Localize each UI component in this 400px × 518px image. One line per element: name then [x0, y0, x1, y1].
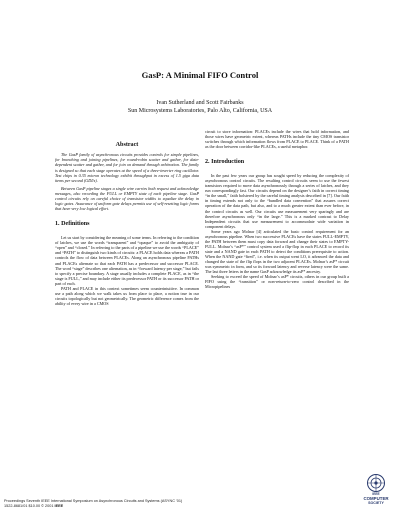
footer-copyright: 1522-8681/01 $10.00 © 2001 IEEE	[4, 503, 64, 508]
introduction-paragraph-2: Some years ago Molnar [4] articulated the basic control requirement for an asynchronous pipeline. When two successive PLACEs have the states FULL-EMPTY, the PATH between them must copy data forward and change their states to EMPTY-FULL. Molnar’s “asP*” control system used a flip-flop in each PLACE to record its state and a NAND gate in each PATH to detect the conditions prerequisite to action. When the NAND gate “fired”, i.e. when its output went LO, it advanced the data and changed the state of the flip flops in the two adjacent PLACEs. Molnar’s asP* circuit was symmetric in form, and so its forward latency and reverse latency were the same. The last three letters in the name GasP acknowledge its asP* ancestry.	[205, 228, 349, 275]
logo-text-top: IEEE	[372, 492, 380, 496]
affiliation: Sun Microsystems Laboratories, Palo Alto, California, USA	[127, 108, 273, 115]
introduction-heading: 2. Introduction	[205, 159, 245, 166]
logo-text-main: COMPUTER	[363, 496, 389, 501]
right-column	[205, 129, 349, 289]
ieee-computer-society-logo	[358, 473, 394, 513]
definitions-paragraph-2: PATH and PLACE in this context sometimes seem counterintuitive. In common use a path along which we walk takes us from place to place, a notion true in our circuits topologically but not geometrically. The geometric difference comes from the ability of every wire in a CMOS	[55, 285, 199, 306]
abstract-heading: Abstract	[115, 142, 139, 148]
introduction-paragraph-1: In the past few years our group has sought speed by reducing the complexity of asynchronous control circuits. The resulting control circuits seem to use the fewest transistors required to move data asynchronously through a series of latches, and they run correspondingly fast. Our circuits depend on the designer’s faith in correct timing “in the small,” faith bolstered by the careful timing analysis described in [7]. Our faith in timing extends not only to the “bundled data convention” that assures correct operation of the data path, but also, and to a much greater extent than ever before, in the control circuits as well. Our circuits use measurement very sparingly and are therefore asynchronous only “in the large.” This is a marked contrast to Delay Independent circuits that use measurement to accommodate wide variation in component delays.	[205, 173, 349, 229]
page-footer	[4, 499, 364, 508]
paper-title: GasP: A Minimal FIFO Control	[141, 70, 259, 80]
footer-proceedings: Proceedings Seventh IEEE International Symposium on Asynchronous Circuits and Systems (ASYNC '01)	[4, 499, 183, 503]
abstract-paragraph-1: The GasP family of asynchronous circuits provides controls for simple pipelines, for branching and joining pipelines, for round-robin scatter and gather, for data-dependent scatter and gather, and for join on demand through arbitration. The family is designed so that each stage operates at the speed of a three-inverter ring oscillator. Test chips in 0.35 micron technology exhibit throughput in excess of 1.5 giga data items per second (GDI/s).	[55, 152, 199, 183]
authors: Ivan Sutherland and Scott Fairbanks	[156, 100, 244, 106]
introduction-paragraph-3: Seeking to exceed the speed of Molnar’s asP* circuits, others in our group built a FIFO using the “transition” or non-return-to-zero control described in the Micropipelines	[205, 274, 349, 290]
left-column	[55, 142, 199, 306]
definitions-paragraph-1: Let us start by considering the meaning of some terms. In referring to the condition of latches, we use the words “transparent” and “opaque” to avoid the ambiguity of “open” and “closed.” In referring to the parts of a pipeline we use the words “PLACE” and “PATH” to distinguish two kinds of circuits: a PLACE holds data whereas a PATH controls the flow of data between PLACEs. Along an asynchronous pipeline PATHs and PLACEs alternate so that each PATH has a predecessor and successor PLACE. The word “stage” describes one alternation, as in “forward latency per stage,” but fails to specify a precise boundary. A stage usually includes a complete PLACE, as in “the stage is FULL,” and may include either its predecessor PATH or its successor PATH or part of each.	[55, 235, 199, 286]
continued-paragraph: circuit to store information: PLACEs include the wires that hold information, and those wires have geometric extent, whereas PATHs include the tiny CMOS transistor switches through which information flows from PLACE to PLACE. Think of a PATH as the door between corridor-like PLACEs, a useful metaphor.	[205, 129, 349, 150]
abstract-section	[55, 152, 199, 211]
author-block	[0, 99, 400, 115]
definitions-heading: 1. Definitions	[55, 221, 90, 228]
logo-text-sub: SOCIETY	[368, 501, 384, 505]
abstract-paragraph-2: Between GasP pipeline stages a single wire carries both request and acknowledge messages, also recording the FULL or EMPTY state of each pipeline stage. GasP control circuits rely on careful choice of transistor widths to equalize the delay in logic gates. Assurance of uniform gate delays permits use of self-resetting logic forms that have very low logical effort.	[55, 186, 199, 212]
society-emblem-icon	[358, 473, 394, 493]
